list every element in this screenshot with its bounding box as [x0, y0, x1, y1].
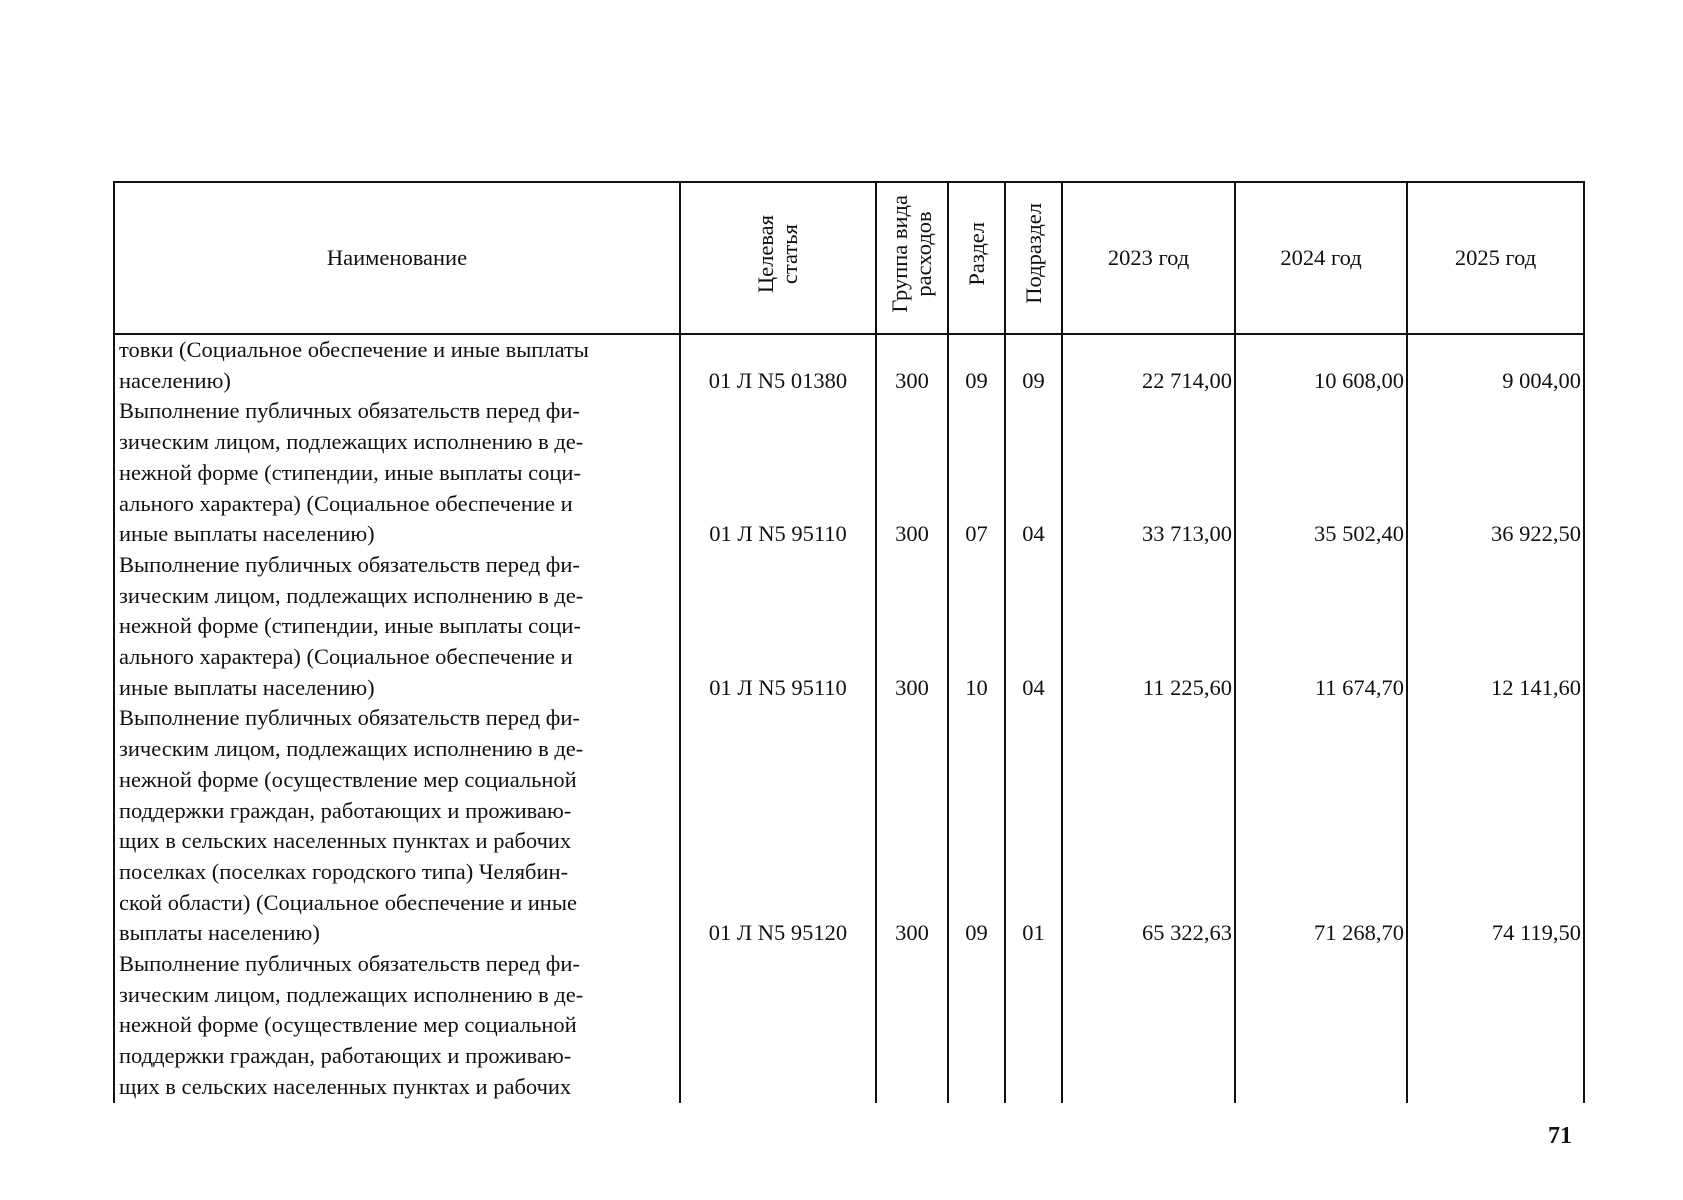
expense-group-cell: 300 [876, 550, 948, 704]
subsection-cell: 09 [1005, 334, 1062, 396]
amount-2023-cell: 11 225,60 [1062, 550, 1235, 704]
row-name-cell [114, 334, 680, 396]
name-line: товки (Социальное обеспечение и иные выплаты [119, 337, 589, 362]
target-article-cell: 01 Л N5 95120 [680, 703, 876, 949]
name-line: нежной форме (осуществление мер социальной [119, 766, 577, 792]
expense-group-cell: 300 [876, 396, 948, 550]
name-line: нежной форме (стипендии, иные выплаты соци- [119, 613, 581, 639]
subsection-cell: 04 [1005, 396, 1062, 550]
header-name: Наименование [114, 182, 680, 334]
section-cell [948, 949, 1005, 1103]
name-line: ального характера) (Социальное обеспечение и [119, 490, 573, 516]
name-line: щих в сельских населенных пунктах и рабочих [119, 828, 572, 854]
amount-2025-cell: 74 119,50 [1407, 703, 1584, 949]
subsection-cell: 01 [1005, 703, 1062, 949]
amount-2024-cell: 11 674,70 [1235, 550, 1407, 704]
name-line: иные выплаты населению) [119, 521, 375, 547]
amount-2023-cell: 22 714,00 [1062, 334, 1235, 396]
name-line: нежной форме (осуществление мер социальной [119, 1012, 577, 1038]
header-subsection: Подраздел [1005, 182, 1062, 334]
name-line: зическим лицом, подлежащих исполнению в де- [119, 429, 584, 455]
budget-table [113, 181, 1585, 1103]
section-cell: 10 [948, 550, 1005, 704]
target-article-cell: 01 Л N5 95110 [680, 550, 876, 704]
name-line: Выполнение публичных обязательств перед фи- [119, 398, 580, 424]
name-line: поддержки граждан, работающих и проживаю- [119, 797, 572, 823]
table-row [114, 334, 1584, 396]
table-row [114, 703, 1584, 949]
header-section: Раздел [948, 182, 1005, 334]
header-2024: 2024 год [1235, 182, 1407, 334]
name-line: Выполнение публичных обязательств перед фи- [119, 705, 580, 731]
target-article-cell: 01 Л N5 01380 [680, 334, 876, 396]
table-row [114, 396, 1584, 550]
amount-2024-cell: 71 268,70 [1235, 703, 1407, 949]
amount-2023-cell: 65 322,63 [1062, 703, 1235, 949]
name-line: населению) [119, 367, 231, 393]
name-line: Выполнение публичных обязательств перед фи- [119, 951, 580, 977]
amount-2025-cell [1407, 949, 1584, 1103]
name-line: ального характера) (Социальное обеспечение и [119, 644, 573, 670]
name-line: нежной форме (стипендии, иные выплаты соци- [119, 459, 581, 485]
expense-group-cell: 300 [876, 703, 948, 949]
name-line: ской области) (Социальное обеспечение и иные [119, 889, 577, 915]
row-name-cell [114, 396, 680, 550]
amount-2023-cell: 33 713,00 [1062, 396, 1235, 550]
amount-2025-cell: 12 141,60 [1407, 550, 1584, 704]
expense-group-cell [876, 949, 948, 1103]
name-line: поддержки граждан, работающих и проживаю- [119, 1043, 572, 1069]
name-line: зическим лицом, подлежащих исполнению в де- [119, 981, 584, 1007]
table-row [114, 550, 1584, 704]
amount-2024-cell [1235, 949, 1407, 1103]
amount-2023-cell [1062, 949, 1235, 1103]
row-name-cell [114, 703, 680, 949]
header-target-article: Целевая статья [680, 182, 876, 334]
table-header-row [114, 182, 1584, 334]
target-article-cell: 01 Л N5 95110 [680, 396, 876, 550]
name-line: зическим лицом, подлежащих исполнению в де- [119, 582, 584, 608]
name-line: зическим лицом, подлежащих исполнению в де- [119, 736, 584, 762]
header-expense-group: Группа вида расходов [876, 182, 948, 334]
target-article-cell [680, 949, 876, 1103]
table-row [114, 949, 1584, 1103]
section-cell: 09 [948, 334, 1005, 396]
name-line: поселках (поселках городского типа) Челябин- [119, 858, 569, 884]
amount-2024-cell: 35 502,40 [1235, 396, 1407, 550]
header-2025: 2025 год [1407, 182, 1584, 334]
row-name-cell [114, 550, 680, 704]
subsection-cell [1005, 949, 1062, 1103]
header-2023: 2023 год [1062, 182, 1235, 334]
name-line: щих в сельских населенных пунктах и рабочих [119, 1073, 572, 1099]
section-cell: 07 [948, 396, 1005, 550]
name-line: выплаты населению) [119, 920, 320, 946]
amount-2025-cell: 9 004,00 [1407, 334, 1584, 396]
section-cell: 09 [948, 703, 1005, 949]
name-line: Выполнение публичных обязательств перед фи- [119, 551, 580, 577]
page-number: 71 [1548, 1123, 1572, 1149]
subsection-cell: 04 [1005, 550, 1062, 704]
table-body [114, 334, 1584, 1103]
row-name-cell [114, 949, 680, 1103]
amount-2024-cell: 10 608,00 [1235, 334, 1407, 396]
name-line: иные выплаты населению) [119, 674, 375, 700]
expense-group-cell: 300 [876, 334, 948, 396]
amount-2025-cell: 36 922,50 [1407, 396, 1584, 550]
